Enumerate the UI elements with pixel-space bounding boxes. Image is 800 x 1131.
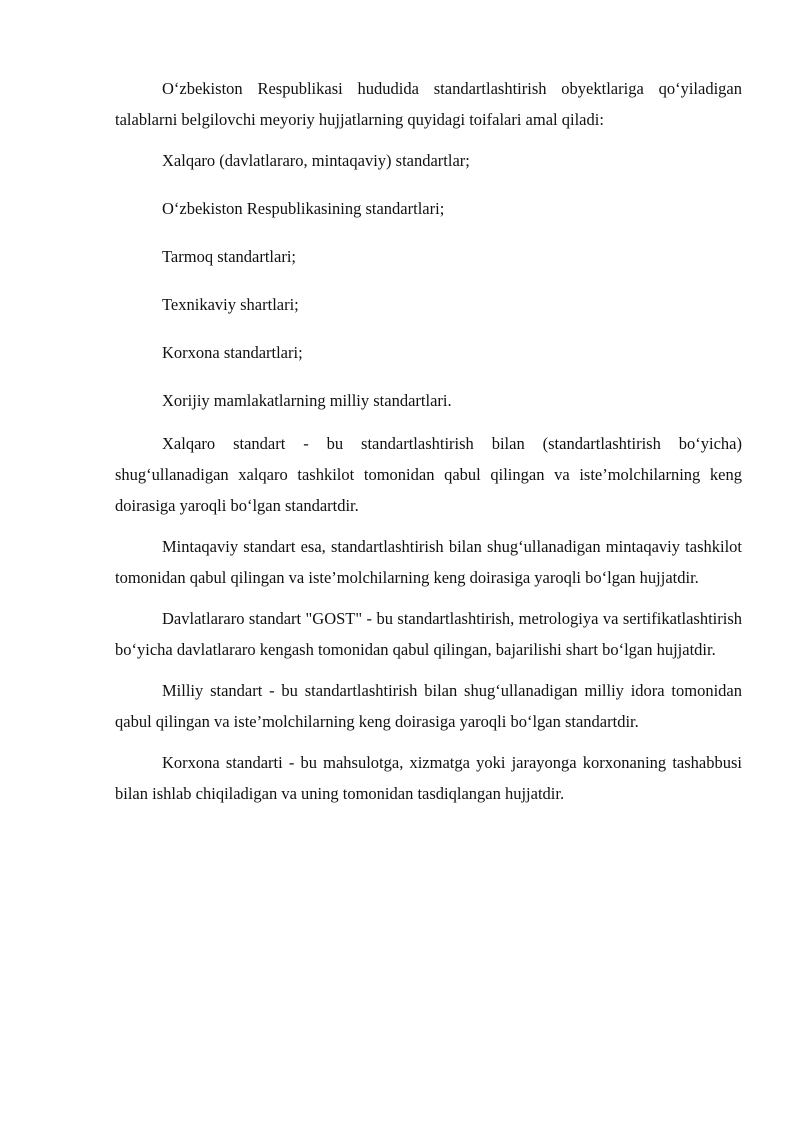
definition-interstate-standard: Davlatlararo standart "GOST" - bu standartlashtirish, metrologiya va sertifikatlashtirish bo‘yicha davlatlararo kengash tomonidan qabul qilingan, bajarilishi shart bo‘lgan hujjatdir. bbox=[115, 609, 742, 659]
category-item-national: O‘zbekiston Respublikasining standartlari; bbox=[162, 199, 445, 218]
definition-enterprise-standard: Korxona standarti - bu mahsulotga, xizmatga yoki jarayonga korxonaning tashabbusi bilan ishlab chiqiladigan va uning tomonidan tasdiqlangan hujjatdir. bbox=[115, 753, 742, 803]
category-item-technical-conditions: Texnikaviy shartlari; bbox=[162, 295, 299, 314]
definition-international-standard: Xalqaro standart - bu standartlashtirish bilan (standartlashtirish bo‘yicha) shug‘ullanadigan xalqaro tashkilot tomonidan qabul qilingan va iste’molchilarning keng doirasiga yaroqli bo‘lgan standartdir. bbox=[115, 434, 742, 515]
definition-national-standard: Milliy standart - bu standartlashtirish bilan shug‘ullanadigan milliy idora tomonidan qabul qilingan va iste’molchilarning keng doirasiga yaroqli bo‘lgan standartdir. bbox=[115, 681, 742, 731]
document-page bbox=[115, 73, 742, 819]
category-item-foreign: Xorijiy mamlakatlarning milliy standartlari. bbox=[162, 391, 452, 410]
definition-regional-standard: Mintaqaviy standart esa, standartlashtirish bilan shug‘ullanadigan mintaqaviy tashkilot tomonidan qabul qilingan va iste’molchilarning keng doirasiga yaroqli bo‘lgan hujjatdir. bbox=[115, 537, 742, 587]
standards-category-list bbox=[115, 145, 742, 428]
intro-paragraph: O‘zbekiston Respublikasi hududida standartlashtirish obyektlariga qo‘yiladigan talablarni belgilovchi meyoriy hujjatlarning quyidagi toifalari amal qiladi: bbox=[115, 79, 742, 129]
category-item-international: Xalqaro (davlatlararo, mintaqaviy) standartlar; bbox=[162, 151, 470, 170]
category-item-enterprise: Korxona standartlari; bbox=[162, 343, 303, 362]
category-item-industry: Tarmoq standartlari; bbox=[162, 247, 297, 266]
